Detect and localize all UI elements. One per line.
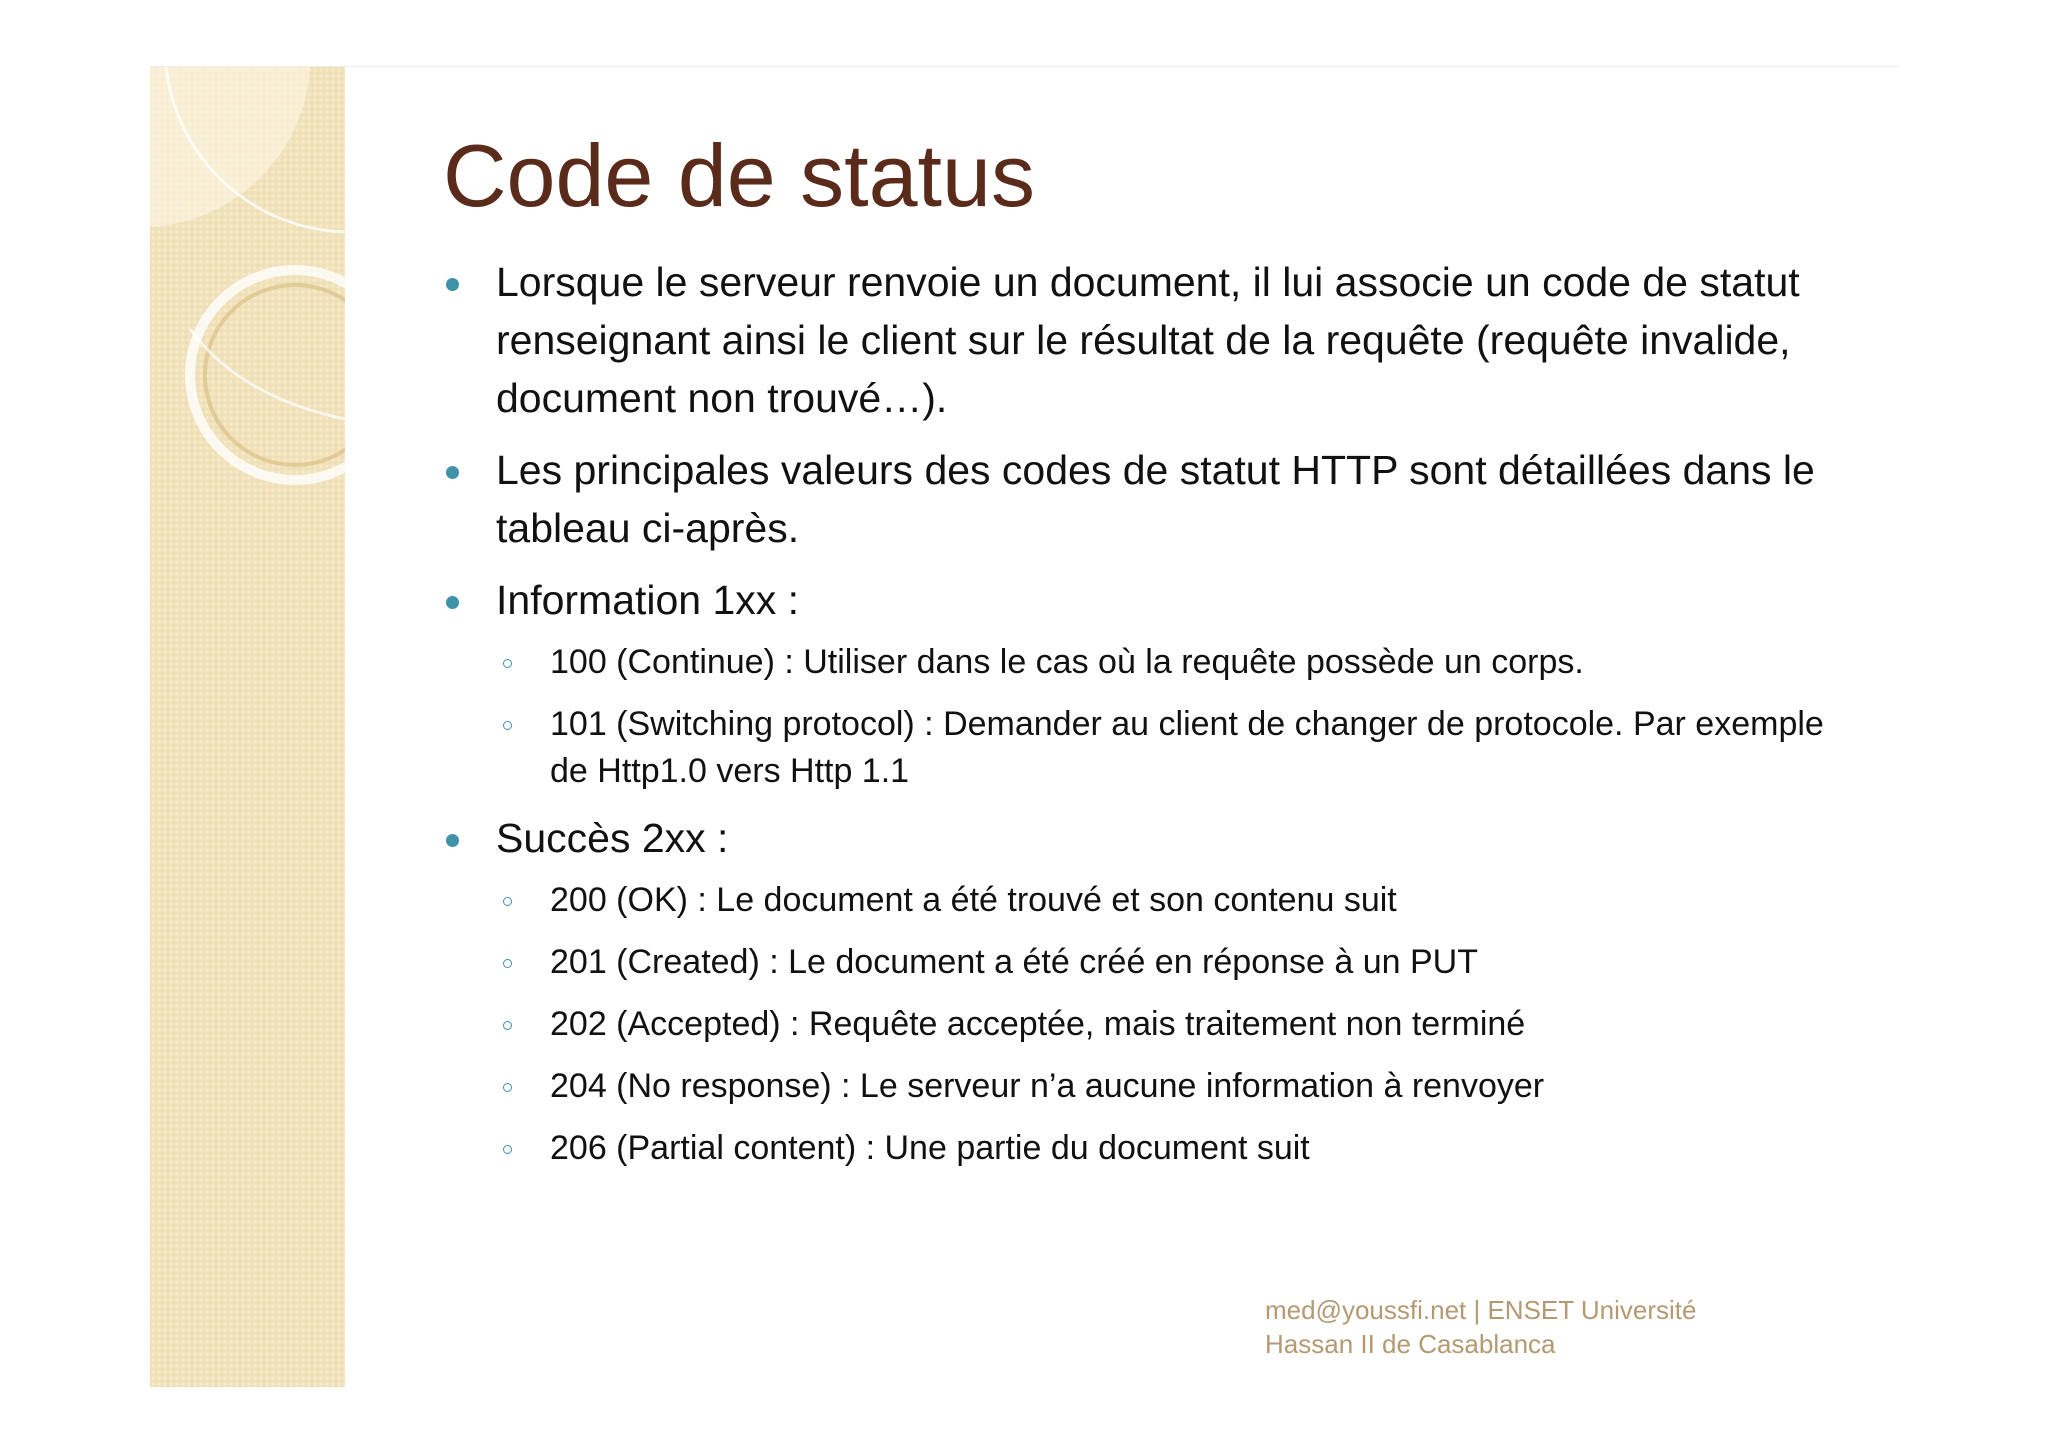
decorative-side-band [150,67,345,1387]
bullet-dot-icon [446,834,459,847]
bullet-item [443,571,1863,629]
decorative-circles-graphic [150,67,345,1387]
bullet-item [443,809,1863,867]
bullet-text: Lorsque le serveur renvoie un document, il lui associe un code de statut renseignant ainsi le client sur le résultat de la requête (requête invalide, document non trouvé…). [496,259,1800,421]
sub-bullet-circle-icon [503,1021,512,1030]
bullet-dot-icon [446,596,459,609]
sub-bullet-item [443,1001,1863,1048]
sub-bullet-text: 201 (Created) : Le document a été créé en réponse à un PUT [550,943,1478,981]
bullet-item [443,253,1863,427]
sub-bullet-circle-icon [503,959,512,968]
sub-bullet-item [443,1063,1863,1110]
sub-bullet-item [443,701,1863,795]
sub-bullet-item [443,639,1863,686]
sub-bullet-text: 101 (Switching protocol) : Demander au client de changer de protocole. Par exemple de Http1.0 vers Http 1.1 [550,705,1824,790]
slide-title: Code de status [443,126,1035,225]
sub-bullet-text: 100 (Continue) : Utiliser dans le cas où la requête possède un corps. [550,643,1584,681]
sub-bullet-circle-icon [503,721,512,730]
bullet-dot-icon [446,278,459,291]
sub-bullet-item [443,1125,1863,1172]
bullet-text: Les principales valeurs des codes de statut HTTP sont détaillées dans le tableau ci-après. [496,447,1815,551]
sub-bullet-item [443,939,1863,986]
sub-bullet-circle-icon [503,1145,512,1154]
footer-line-1: med@youssfi.net | ENSET Université [1265,1295,1697,1325]
slide-content [443,253,1863,1187]
sub-bullet-text: 200 (OK) : Le document a été trouvé et son contenu suit [550,881,1397,919]
sub-bullet-text: 204 (No response) : Le serveur n’a aucune information à renvoyer [550,1067,1545,1105]
sub-bullet-circle-icon [503,1083,512,1092]
bullet-text: Information 1xx : [496,577,800,623]
footer-line-2: Hassan II de Casablanca [1265,1329,1556,1359]
sub-bullet-circle-icon [503,659,512,668]
sub-bullet-circle-icon [503,897,512,906]
slide-footer [1265,1293,1697,1361]
bullet-text: Succès 2xx : [496,815,729,861]
bullet-dot-icon [446,466,459,479]
sub-bullet-item [443,877,1863,924]
slide [150,66,1900,1387]
sub-bullet-text: 206 (Partial content) : Une partie du document suit [550,1129,1310,1167]
bullet-item [443,441,1863,557]
sub-bullet-text: 202 (Accepted) : Requête acceptée, mais traitement non terminé [550,1005,1526,1043]
